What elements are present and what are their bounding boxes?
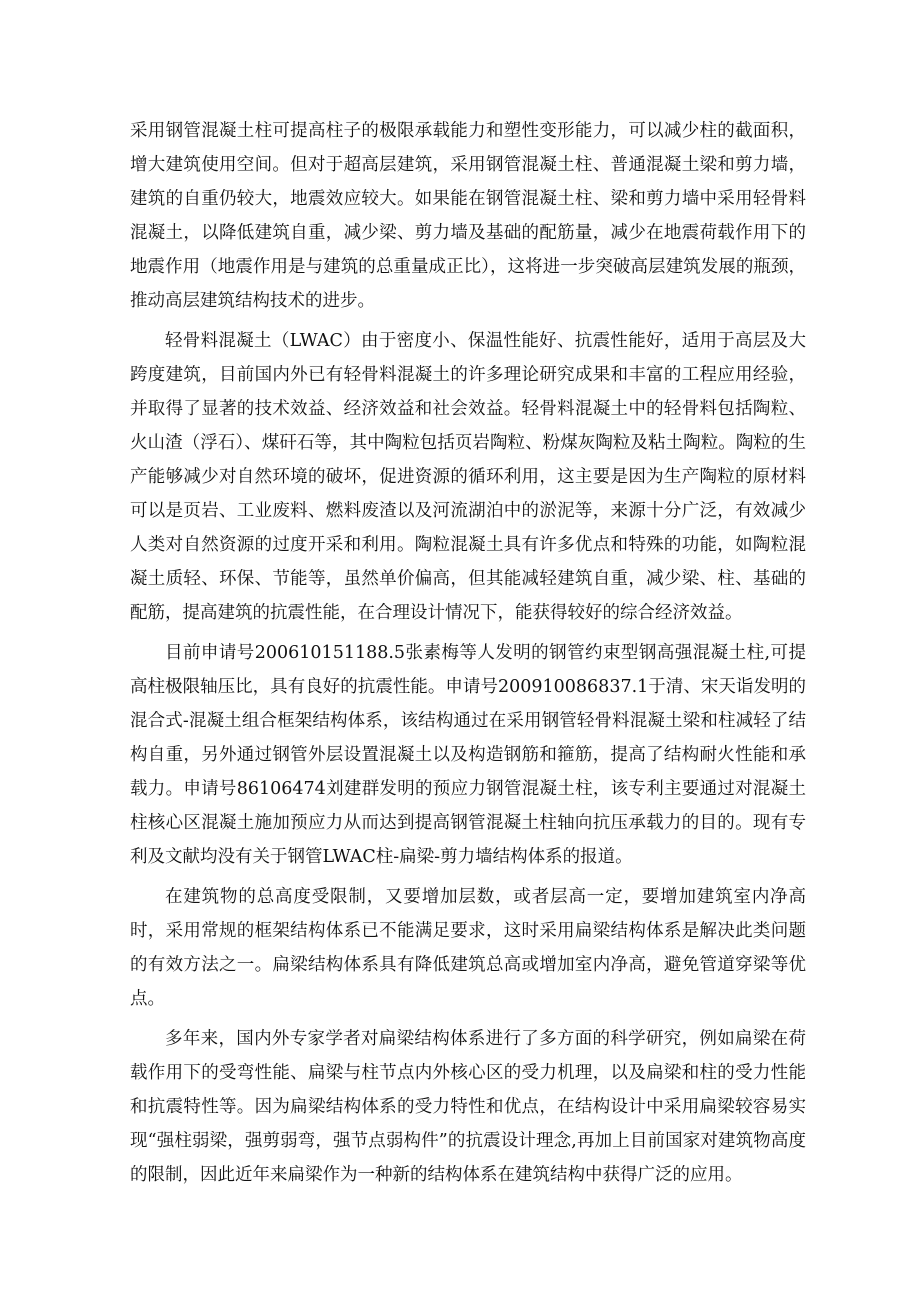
paragraph-flat-beam-system: 在建筑物的总高度受限制，又要增加层数，或者层高一定，要增加建筑室内净高时，采用常规的框架结构体系已不能满足要求，这时采用扁梁结构体系是解决此类问题的有效方法之一。扁梁结构体系具有降低建筑总高或增加室内净高，避免管道穿梁等优点。 [130, 887, 806, 1009]
paragraph-lwac-intro: 轻骨料混凝土（LWAC）由于密度小、保温性能好、抗震性能好，适用于高层及大跨度建筑，目前国内外已有轻骨料混凝土的许多理论研究成果和丰富的工程应用经验，并取得了显著的技术效益、经济效益和社会效益。轻骨料混凝土中的轻骨料包括陶粒、火山渣（浮石）、煤矸石等，其中陶粒包括页岩陶粒、粉煤灰陶粒及粘土陶粒。陶粒的生产能够减少对自然环境的破坏，促进资源的循环利用，这主要是因为生产陶粒的原材料可以是页岩、工业废料、燃料废渣以及河流湖泊中的淤泥等，来源十分广泛，有效减少人类对自然资源的过度开采和利用。陶粒混凝土具有许多优点和特殊的功能，如陶粒混凝土质轻、环保、节能等，虽然单价偏高，但其能减轻建筑自重，减少梁、柱、基础的配筋，提高建筑的抗震性能，在合理设计情况下，能获得较好的综合经济效益。 [130, 331, 806, 623]
paragraph-steel-tube-columns: 采用钢管混凝土柱可提高柱子的极限承载能力和塑性变形能力，可以减少柱的截面积，增大建筑使用空间。但对于超高层建筑，采用钢管混凝土柱、普通混凝土梁和剪力墙，建筑的自重仍较大，地震效应较大。如果能在钢管混凝土柱、梁和剪力墙中采用轻骨料混凝土，以降低建筑自重，减少梁、剪力墙及基础的配筋量，减少在地震荷载作用下的地震作用（地震作用是与建筑的总重量成正比），这将进一步突破高层建筑发展的瓶颈，推动高层建筑结构技术的进步。 [130, 121, 806, 311]
document-body [130, 114, 806, 1198]
paragraph-flat-beam-research: 多年来，国内外专家学者对扁梁结构体系进行了多方面的科学研究，例如扁梁在荷载作用下的受弯性能、扁梁与柱节点内外核心区的受力机理，以及扁梁和柱的受力性能和抗震特性等。因为扁梁结构体系的受力特性和优点，在结构设计中采用扁梁较容易实现“强柱弱梁，强剪弱弯，强节点弱构件”的抗震设计理念,再加上目前国家对建筑物高度的限制，因此近年来扁梁作为一种新的结构体系在建筑结构中获得广泛的应用。 [130, 1029, 806, 1185]
paragraph-prior-patents: 目前申请号200610151188.5张素梅等人发明的钢管约束型钢高强混凝土柱,可提高柱极限轴压比，具有良好的抗震性能。申请号200910086837.1于清、宋天诣发明的混合式-混凝土组合框架结构体系，该结构通过在采用钢管轻骨料混凝土梁和柱减轻了结构自重，另外通过钢管外层设置混凝土以及构造钢筋和箍筋，提高了结构耐火性能和承载力。申请号86106474刘建群发明的预应力钢管混凝土柱，该专利主要通过对混凝土柱核心区混凝土施加预应力从而达到提高钢管混凝土柱轴向抗压承载力的目的。现有专利及文献均没有关于钢管LWAC柱-扁梁-剪力墙结构体系的报道。 [130, 643, 806, 867]
